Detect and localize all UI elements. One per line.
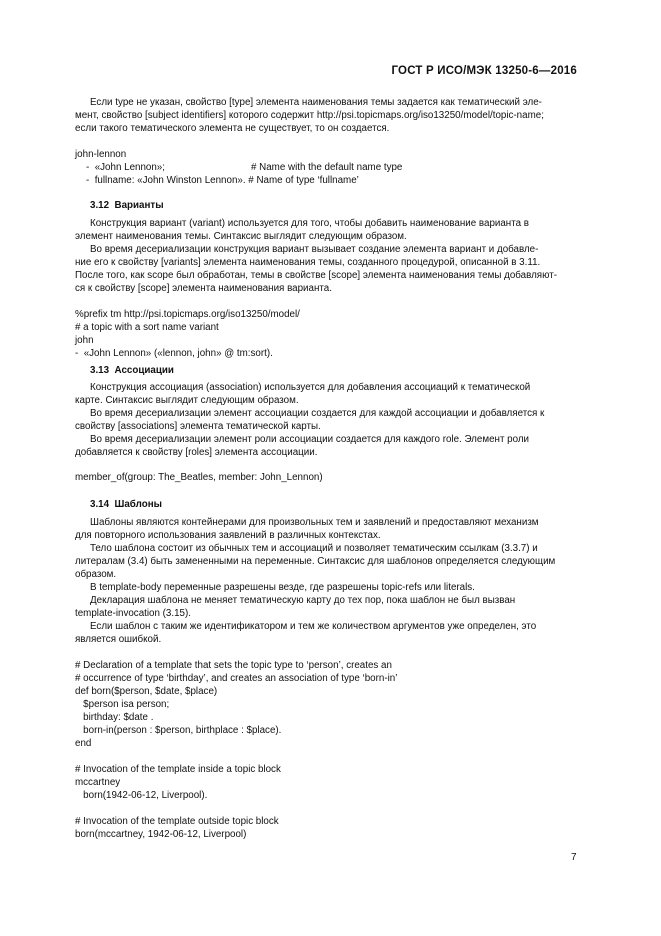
paragraph-line: После того, как scope был обработан, темы в свойстве [scope] элемента наименования темы добавляют-	[75, 270, 557, 281]
page-number: 7	[571, 852, 577, 863]
paragraph-line: свойству [associations] элемента тематической карты.	[75, 421, 321, 432]
code-line: $person isa person;	[75, 699, 170, 710]
paragraph-line: Декларация шаблона не меняет тематическую карту до тех пор, пока шаблон не был вызван	[90, 595, 516, 606]
code-line: # occurrence of type ‘birthday’, and creates an association of type ‘born-in’	[75, 673, 398, 684]
code-line	[86, 161, 402, 174]
paragraph-line: ся к свойству [scope] элемента наименования варианта.	[75, 283, 332, 294]
code-fragment: - «John Lennon»;	[86, 162, 165, 173]
code-line: born(1942-06-12, Liverpool).	[75, 790, 208, 801]
code-line: birthday: $date .	[75, 712, 154, 723]
code-line: born(mccartney, 1942-06-12, Liverpool)	[75, 829, 247, 840]
intro-line: мент, свойство [subject identifiers] которого содержит http://psi.topicmaps.org/iso13250/model/topic-name;	[75, 110, 544, 121]
code-line: # Invocation of the template outside topic block	[75, 816, 279, 827]
section-heading: 3.12 Варианты	[90, 200, 164, 211]
paragraph-line: Тело шаблона состоит из обычных тем и ассоциаций и позволяет тематическим ссылкам (3.3.7) и	[90, 543, 538, 554]
paragraph-line: для повторного использования заявлений в различных контекстах.	[75, 530, 381, 541]
paragraph-line: литералам (3.4) быть замененными на переменные. Синтаксис для шаблонов определяется следующим	[75, 556, 556, 567]
intro-line: если такого тематического элемента не существует, то он создается.	[75, 123, 390, 134]
paragraph-line: Во время десериализации элемент роли ассоциации создается для каждого role. Элемент роли	[90, 434, 530, 445]
paragraph-line: элемент наименования темы. Синтаксис выглядит следующим образом.	[75, 231, 407, 242]
paragraph-line: образом.	[75, 569, 117, 580]
code-line: john-lennon	[75, 149, 127, 160]
section-heading: 3.13 Ассоциации	[90, 365, 174, 376]
code-line: %prefix tm http://psi.topicmaps.org/iso13250/model/	[75, 309, 300, 320]
paragraph-line: ние его к свойству [variants] элемента наименования темы, созданного процедурой, описанной в 3.11.	[75, 257, 541, 268]
paragraph-line: В template-body переменные разрешены везде, где разрешены topic-refs или literals.	[90, 582, 475, 593]
code-line: john	[75, 335, 94, 346]
code-line: # Declaration of a template that sets the topic type to ‘person’, creates an	[75, 660, 392, 671]
section-heading: 3.14 Шаблоны	[90, 499, 162, 510]
code-line: born-in(person : $person, birthplace : $place).	[75, 725, 282, 736]
paragraph-line: добавляется к свойству [roles] элемента ассоциации.	[75, 447, 318, 458]
code-line: def born($person, $date, $place)	[75, 686, 218, 697]
code-comment: # Name with the default name type	[250, 162, 403, 173]
paragraph-line: является ошибкой.	[75, 634, 162, 645]
paragraph-line: Конструкция вариант (variant) используется для того, чтобы добавить наименование варианта в	[90, 218, 529, 229]
paragraph-line: карте. Синтаксис выглядит следующим образом.	[75, 395, 299, 406]
code-line: mccartney	[75, 777, 121, 788]
paragraph-line: Если шаблон с таким же идентификатором и тем же количеством аргументов уже определен, это	[90, 621, 537, 632]
code-line: # a topic with a sort name variant	[75, 322, 219, 333]
intro-line: Если type не указан, свойство [type] элемента наименования темы задается как тематический эле-	[90, 97, 542, 108]
paragraph-line: Во время десериализации конструкция вариант вызывает создание элемента вариант и добавле-	[90, 244, 539, 255]
document-header: ГОСТ Р ИСО/МЭК 13250-6—2016	[391, 65, 577, 77]
paragraph-line: Шаблоны являются контейнерами для произвольных тем и заявлений и предоставляют механизм	[90, 517, 539, 528]
paragraph-line: Во время десериализации элемент ассоциации создается для каждой ассоциации и добавляется к	[90, 408, 545, 419]
code-line: member_of(group: The_Beatles, member: John_Lennon)	[75, 472, 323, 483]
code-line: - «John Lennon» («lennon, john» @ tm:sort).	[75, 348, 273, 359]
code-line: # Invocation of the template inside a topic block	[75, 764, 281, 775]
paragraph-line: template-invocation (3.15).	[75, 608, 191, 619]
code-line: - fullname: «John Winston Lennon». # Name of type ‘fullname’	[86, 175, 359, 186]
code-line: end	[75, 738, 92, 749]
paragraph-line: Конструкция ассоциация (association) используется для добавления ассоциаций к тематической	[90, 382, 531, 393]
